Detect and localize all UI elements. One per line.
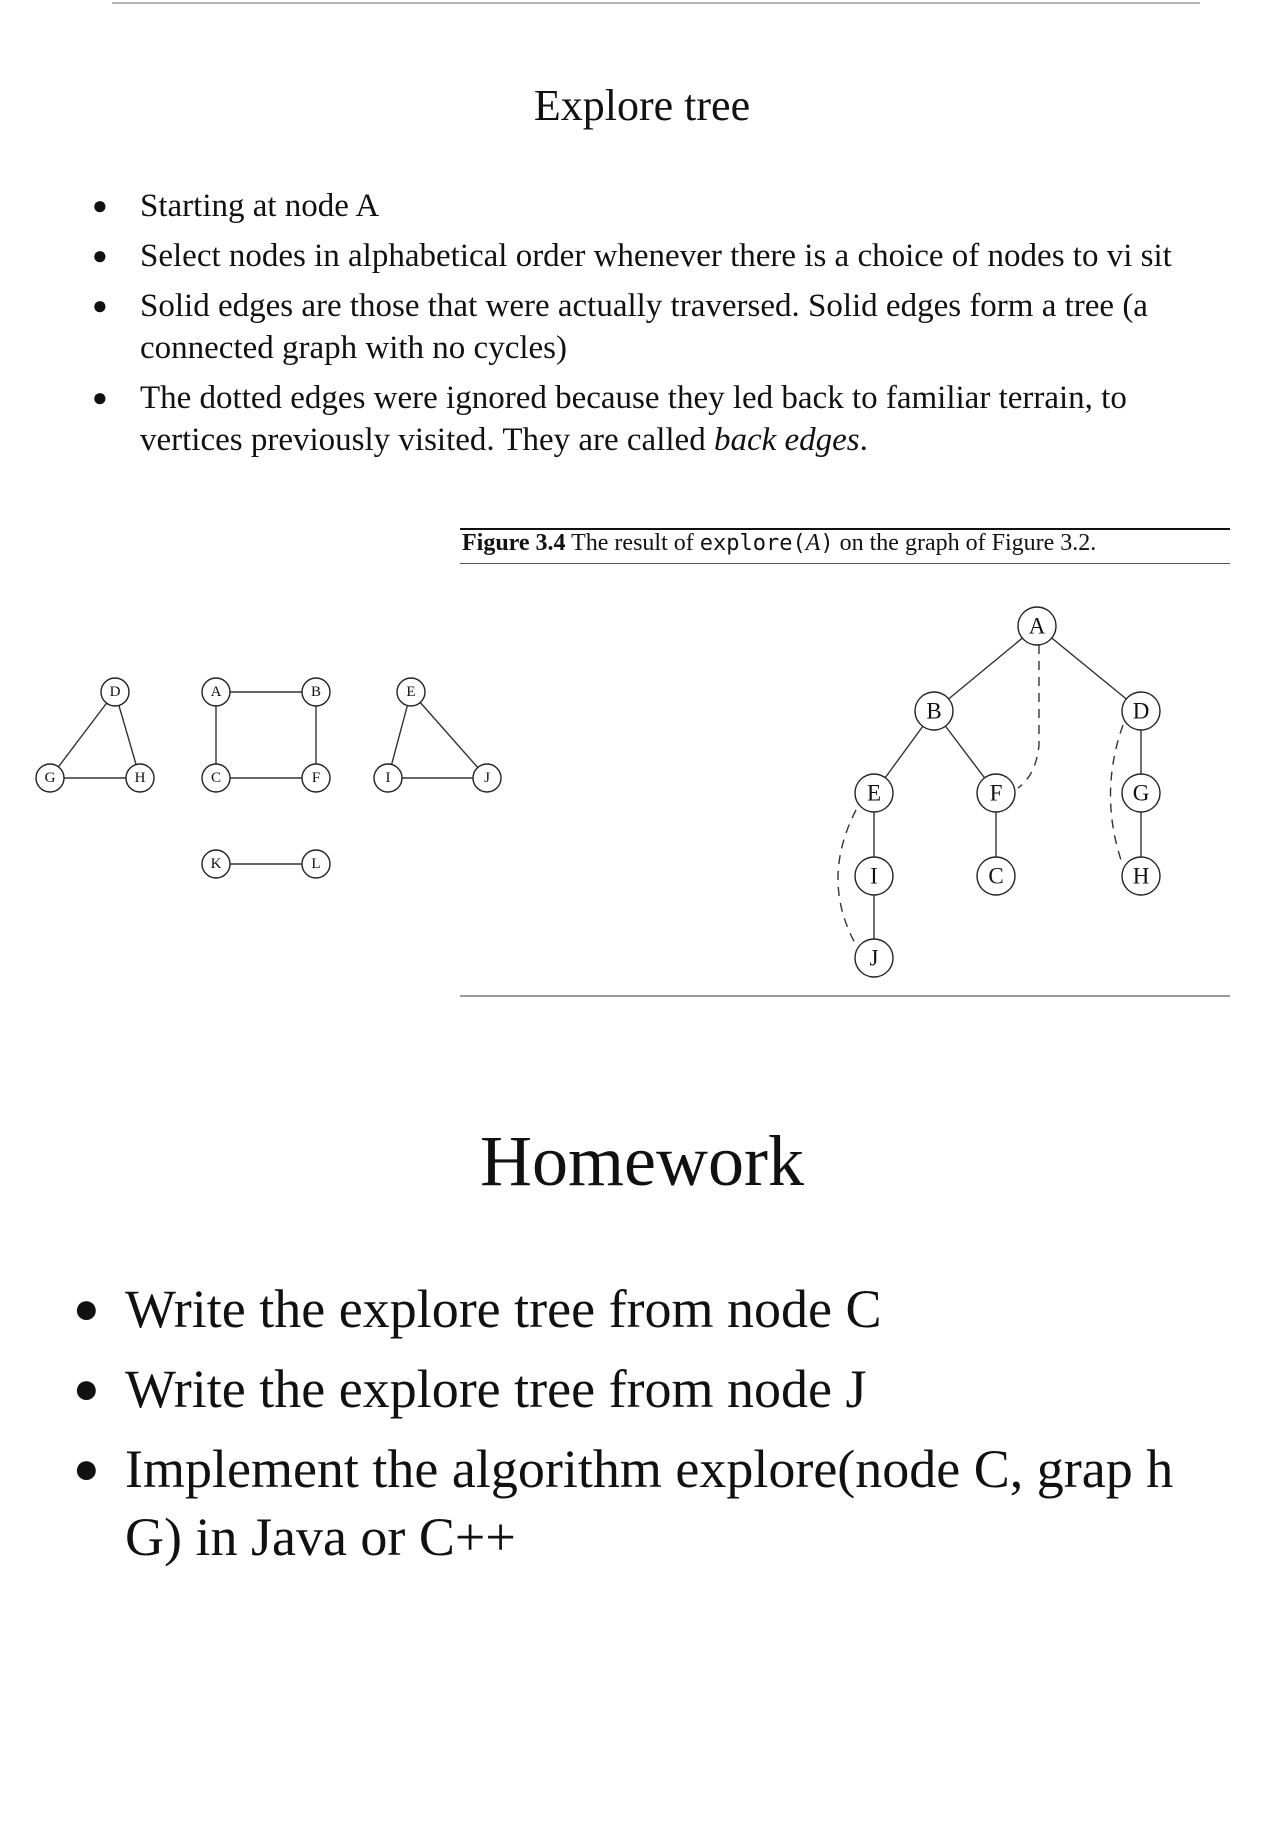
graph-node-b [302, 678, 330, 706]
graph-node-e [397, 678, 425, 706]
tree-node-h [1122, 857, 1160, 895]
slide-title-homework: Homework [480, 1121, 804, 1201]
tree-node-j [855, 939, 893, 977]
tree-edge-a-b [934, 626, 1037, 711]
original-graph [36, 678, 501, 878]
svg-text:G: G [44, 770, 56, 786]
svg-text:H: H [134, 770, 146, 786]
svg-text:A: A [210, 684, 222, 700]
bullet-icon: ● [73, 1444, 100, 1493]
back-edge-e-j [838, 810, 856, 945]
tree-node-e [855, 774, 893, 812]
bullet-icon: ● [73, 1284, 100, 1333]
graph-node-c [202, 764, 230, 792]
slide-title-explore-tree: Explore tree [533, 81, 751, 130]
list-item: ● Write the explore tree from node J [125, 1355, 1205, 1423]
svg-text:J: J [484, 770, 490, 786]
graph-edge-e-j [411, 692, 487, 778]
svg-text:C: C [210, 770, 222, 786]
graph-node-g [36, 764, 64, 792]
graph-node-h [126, 764, 154, 792]
explore-tree-diagram [838, 607, 1160, 977]
graph-node-k [202, 850, 230, 878]
tree-node-c [977, 857, 1015, 895]
svg-text:A: A [1028, 613, 1046, 639]
svg-text:K: K [210, 856, 222, 872]
svg-text:G: G [1132, 780, 1150, 806]
graph-node-a [202, 678, 230, 706]
graph-node-d [101, 678, 129, 706]
bullet-icon: ● [92, 191, 108, 220]
back-edge-d-h [1111, 725, 1124, 866]
svg-text:B: B [310, 684, 322, 700]
svg-text:E: E [866, 780, 882, 806]
list-item: ● The dotted edges were ignored because they led back to familiar terrain, to vertices previously visited. They are called back edges. [140, 377, 1220, 461]
tree-node-i [855, 857, 893, 895]
tree-node-b [915, 692, 953, 730]
figure-bottom-rule [460, 995, 1230, 997]
svg-text:B: B [926, 698, 942, 724]
graph-edge-d-g [50, 692, 115, 778]
tree-node-f [977, 774, 1015, 812]
svg-text:D: D [109, 684, 121, 700]
svg-text:F: F [311, 770, 321, 786]
bullet-icon: ● [92, 291, 108, 320]
svg-text:J: J [869, 945, 879, 971]
list-item: ● Solid edges are those that were actually traversed. Solid edges form a tree (a connected graph with no cycles) [140, 285, 1220, 369]
tree-node-g [1122, 774, 1160, 812]
tree-node-a [1018, 607, 1056, 645]
tree-node-d [1122, 692, 1160, 730]
list-item: ● Select nodes in alphabetical order whenever there is a choice of nodes to vi sit [140, 235, 1220, 277]
list-item: ● Write the explore tree from node C [125, 1275, 1205, 1343]
svg-text:F: F [989, 780, 1003, 806]
svg-text:I: I [870, 863, 878, 889]
graph-node-j [473, 764, 501, 792]
list-item: ● Implement the algorithm explore(node C, grap h G) in Java or C++ [125, 1435, 1205, 1571]
bullet-icon: ● [92, 383, 108, 412]
figure-caption: Figure 3.4 The result of explore(A) on the graph of Figure 3.2. [462, 530, 1097, 556]
graph-node-f [302, 764, 330, 792]
svg-text:L: L [311, 856, 321, 872]
list-item: ● Starting at node A [140, 185, 1220, 227]
code-explore: explore( [699, 531, 806, 556]
graph-node-i [374, 764, 402, 792]
figure-label: Figure 3.4 [462, 530, 566, 556]
bullet-icon: ● [73, 1364, 100, 1413]
svg-text:E: E [406, 684, 416, 700]
tree-edge-a-d [1037, 626, 1141, 711]
bullet-icon: ● [92, 241, 108, 270]
svg-text:D: D [1132, 698, 1150, 724]
emphasis-back-edges: back edges [713, 422, 860, 458]
homework-bullet-list [73, 1275, 1205, 1583]
svg-text:C: C [988, 863, 1004, 889]
svg-text:I: I [385, 770, 391, 786]
back-edge-a-f [1018, 645, 1039, 788]
graph-node-l [302, 850, 330, 878]
svg-text:H: H [1132, 863, 1150, 889]
